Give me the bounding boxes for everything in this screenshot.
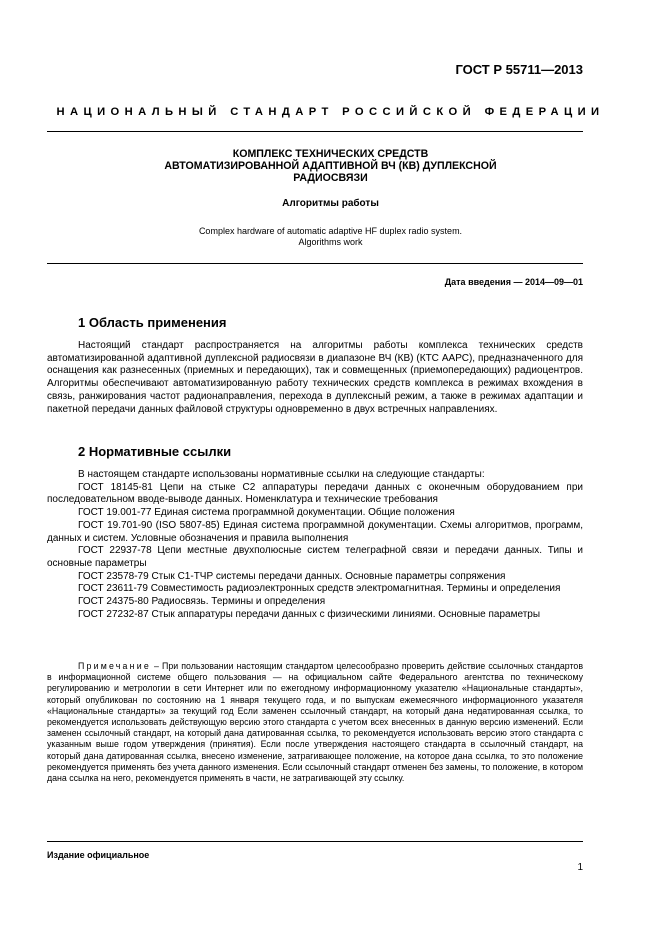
section-heading-scope: 1 Область применения [78,315,227,330]
footer-divider [47,841,583,842]
references-list [47,469,583,621]
page-number: 1 [577,862,583,873]
english-title-line: Complex hardware of automatic adaptive HF duplex radio system. [198,226,463,236]
reference-item: ГОСТ 22937-78 Цепи местные двухполюсные систем телеграфной связи и передачи данных. Типы и основные параметры [47,545,583,569]
document-code: ГОСТ Р 55711—2013 [455,62,583,77]
title-line: АВТОМАТИЗИРОВАННОЙ АДАПТИВНОЙ ВЧ (КВ) ДУПЛЕКСНОЙ [164,160,497,172]
header-divider [47,131,583,132]
reference-item: ГОСТ 19.001-77 Единая система программной документации. Общие положения [78,507,455,519]
section-heading-references: 2 Нормативные ссылки [78,444,232,459]
introduction-date: Дата введения — 2014—09—01 [444,277,583,287]
reference-item: ГОСТ 19.701-90 (ISO 5807-85) Единая система программной документации. Схемы алгоритмов, программ, данных и систем. Условные обозначения и правила выполнения [47,519,583,544]
references-note [47,661,583,784]
reference-item: ГОСТ 23578-79 Стык С1-ТЧР системы передачи данных. Основные параметры сопряжения [78,570,506,582]
title-divider [47,263,583,264]
reference-item: ГОСТ 23611-79 Совместимость радиоэлектронных средств электромагнитная. Термины и определения [78,583,561,595]
document-title [80,148,581,184]
official-edition-label: Издание официальное [47,850,150,860]
reference-item: ГОСТ 27232-87 Стык аппаратуры передачи данных с физическими линиями. Основные параметры [78,608,541,620]
document-subtitle: Алгоритмы работы [282,198,379,209]
scope-paragraph: Настоящий стандарт распространяется на алгоритмы работы комплекса технических средств автоматизированной адаптивной дуплексной радиосвязи в диапазоне ВЧ (КВ) (КТС ААРС), предназначенного для оснащения как разнесенных (приемных и передающих), так и совмещенных (приемопередающих) радиоцентров. Алгоритмы обеспечивают автоматизированную работу технических средств комплекса в режимах вхождения в связь, ранжирования частот радионаправления, перехода в дуплексный режим, а также в режимах адаптации и пакетной передачи данных файловой структуры одновременно в двух встречных направлениях. [47,340,583,415]
references-intro: В настоящем стандарте использованы нормативные ссылки на следующие стандарты: [78,469,485,480]
reference-item: ГОСТ 24375-80 Радиосвязь. Термины и определения [78,596,326,608]
title-line: РАДИОСВЯЗИ [293,172,368,184]
title-line: КОМПЛЕКС ТЕХНИЧЕСКИХ СРЕДСТВ [232,148,429,160]
reference-item: ГОСТ 18145-81 Цепи на стыке С2 аппаратуры передачи данных с оконечным оборудованием при последовательном вводе-выводе данных. Номенклатура и технические требования [47,481,583,506]
note-text: – При пользовании настоящим стандартом целесообразно проверить действие ссылочных стандартов в информационной системе общего пользования — на официальном сайте Федерального агентства по техническому регулированию и метрологии в сети Интернет или по ежегодному информационному указателю «Национальные стандарты», который опубликован по состоянию на 1 января текущего года, и по выпускам ежемесячного информационного указателя «Национальные стандарты» за текущий год Если заменен ссылочный стандарт, на который дана недатированная ссылка, то рекомендуется использовать действующую версию этого стандарта с учетом всех внесенных в данную версию изменений. Если заменен ссылочный стандарт, на который дана датированная ссылка, то рекомендуется использовать версию этого стандарта с указанным выше годом утверждения (принятия). Если после утверждения настоящего стандарта в ссылочный стандарт, на который дана датированная ссылка, внесено изменение, затрагивающее положение, на которое дана ссылка, то это положение рекомендуется применять без учета данного изменения. Если ссылочный стандарт отменен без замены, то положение, в котором дана ссылка на него, рекомендуется применять в части, не затрагивающей эту ссылку. [47,661,583,784]
english-title-line: Algorithms work [298,237,363,247]
english-title [80,226,581,248]
national-standard-header: НАЦИОНАЛЬНЫЙ СТАНДАРТ РОССИЙСКОЙ ФЕДЕРАЦИИ [56,106,605,118]
note-label: Примечание [78,661,151,671]
